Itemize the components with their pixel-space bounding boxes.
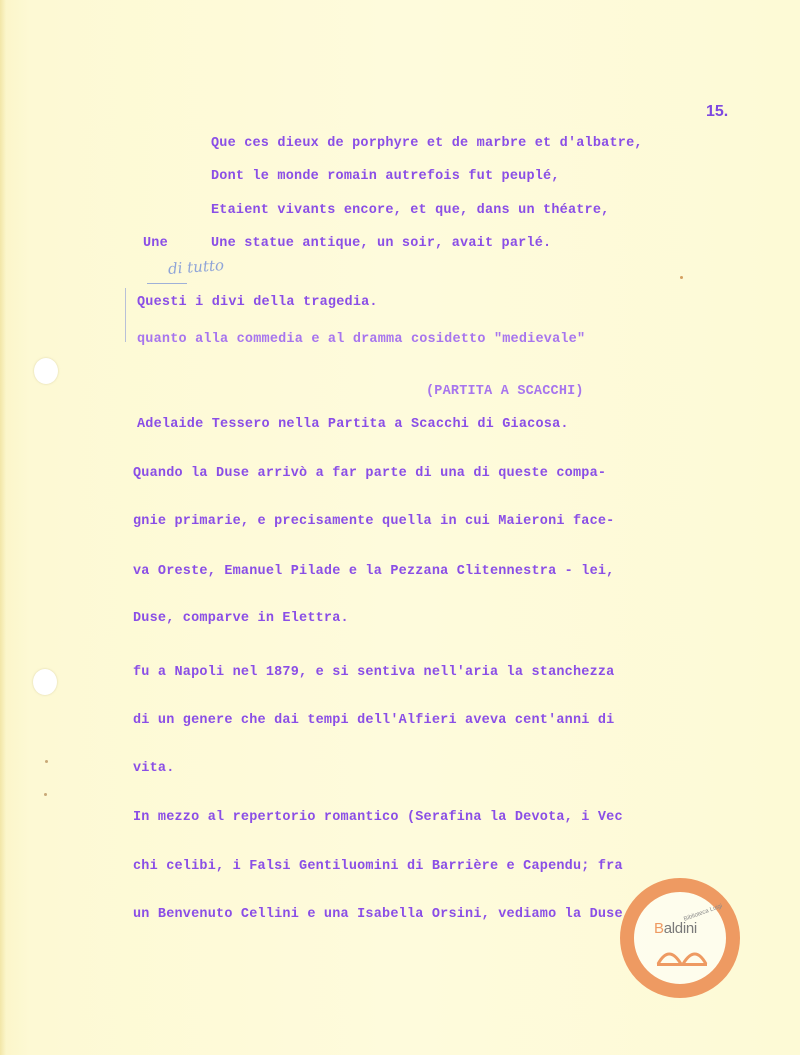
page-number: 15. (706, 103, 729, 120)
punch-hole-top (34, 358, 58, 384)
text-line: In mezzo al repertorio romantico (Serafina la Devota, i Vec (133, 810, 623, 825)
text-line: di un genere che dai tempi dell'Alfieri aveva cent'anni di (133, 713, 615, 728)
text-line: quanto alla commedia e al dramma cosidetto "medievale" (137, 332, 586, 347)
text-line: va Oreste, Emanuel Pilade e la Pezzana Clitennestra - lei, (133, 564, 615, 579)
text-line: Que ces dieux de porphyre et de marbre et d'albatre, (211, 136, 643, 151)
punch-hole-bottom (33, 669, 57, 695)
text-line: chi celibi, i Falsi Gentiluomini di Barrière e Capendu; fra (133, 859, 623, 874)
paper-speck (45, 760, 48, 763)
text-line: Etaient vivants encore, et que, dans un théatre, (211, 203, 610, 218)
text-line: Une statue antique, un soir, avait parlé. (211, 236, 552, 251)
text-line: Duse, comparve in Elettra. (133, 611, 349, 626)
handwritten-dash (147, 283, 187, 284)
text-line: vita. (133, 761, 175, 776)
paper-speck (680, 276, 683, 279)
handwritten-note: di tutto (167, 256, 225, 278)
stamp-name: Baldini (654, 920, 697, 937)
text-line: Adelaide Tessero nella Partita a Scacchi di Giacosa. (137, 417, 569, 432)
section-heading: (PARTITA A SCACCHI) (426, 384, 584, 399)
stamp-caption: Biblioteca Luigi (683, 903, 724, 923)
text-line: Questi i divi della tragedia. (137, 295, 378, 310)
paper-speck (44, 793, 47, 796)
margin-note: Une (143, 236, 168, 251)
page-edge (0, 0, 6, 1055)
text-line: Dont le monde romain autrefois fut peuplé, (211, 169, 560, 184)
margin-bracket (125, 288, 126, 342)
text-line: gnie primarie, e precisamente quella in cui Maieroni face- (133, 514, 615, 529)
text-line: fu a Napoli nel 1879, e si sentiva nell'aria la stanchezza (133, 665, 615, 680)
library-stamp-logo (620, 878, 740, 998)
text-line: un Benvenuto Cellini e una Isabella Orsini, vediamo la Duse (133, 907, 623, 922)
book-arches-icon (656, 944, 708, 966)
text-line: Quando la Duse arrivò a far parte di una di queste compa- (133, 466, 607, 481)
